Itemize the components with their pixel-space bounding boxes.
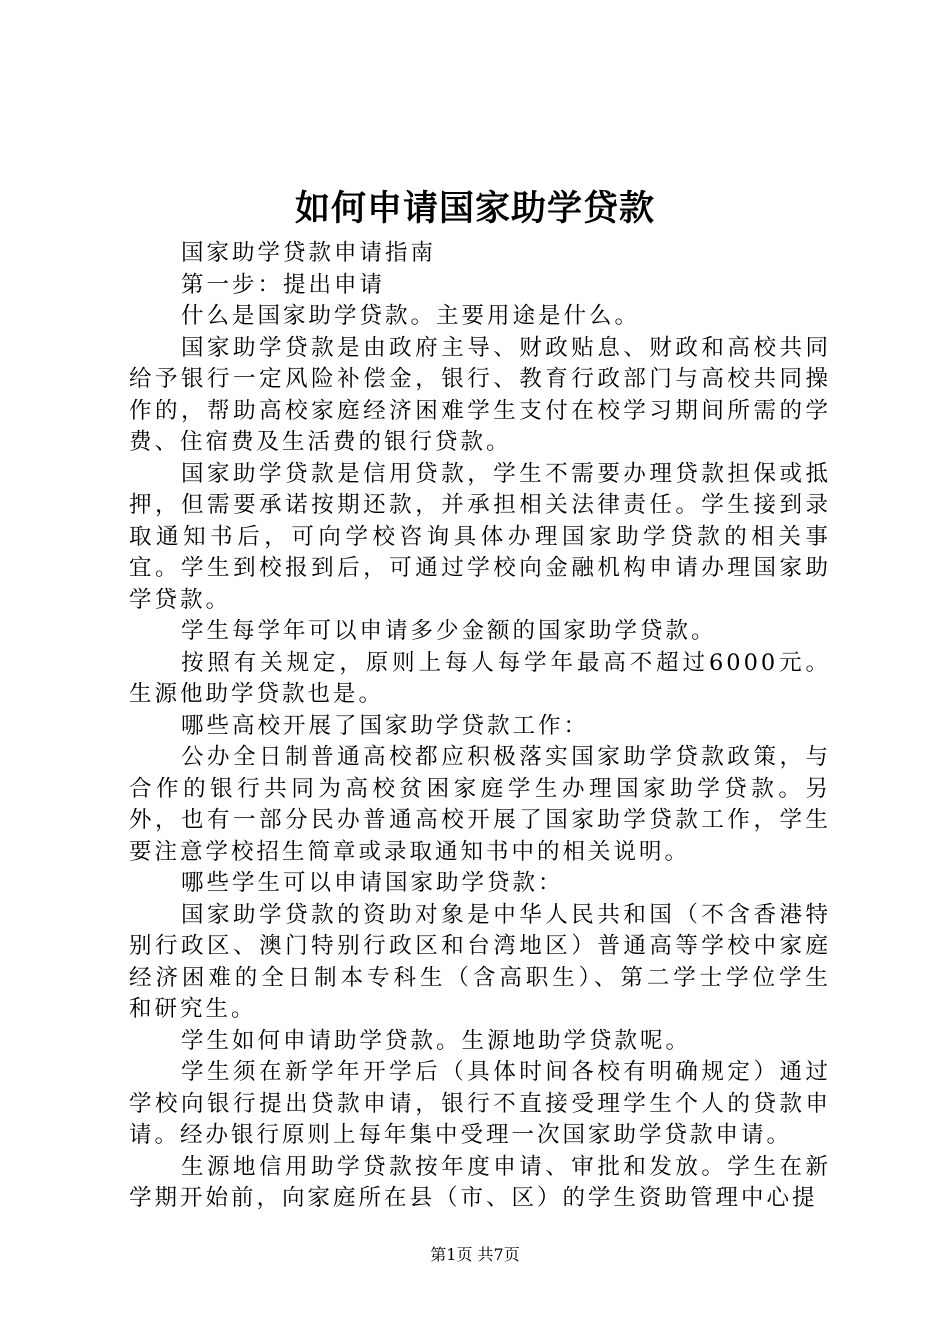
paragraph: 哪些学生可以申请国家助学贷款： xyxy=(181,870,564,896)
page-footer: 第1页 共7页 xyxy=(430,1245,520,1264)
paragraph: 国家助学贷款申请指南 xyxy=(181,240,437,266)
paragraph: 哪些高校开展了国家助学贷款工作： xyxy=(181,712,590,739)
paragraph: 学生如何申请助学贷款。生源地助学贷款呢。 xyxy=(181,1027,692,1054)
paragraph: 国家助学贷款的资助对象是中华人民共和国（不含香港特别行政区、澳门特别行政区和台湾地区）普通高等学校中家庭经济困难的全日制本专科生（含高职生）、第二学士学位学生和研究生。 xyxy=(129,901,831,1022)
paragraph: 按照有关规定，原则上每人每学年最高不超过6000元。生源他助学贷款也是。 xyxy=(129,649,831,707)
paragraph: 公办全日制普通高校都应积极落实国家助学贷款政策，与合作的银行共同为高校贫困家庭学生办理国家助学贷款。另外，也有一部分民办普通高校开展了国家助学贷款工作，学生要注意学校招生简章或录取通知书中的相关说明。 xyxy=(129,744,831,865)
paragraph: 学生须在新学年开学后（具体时间各校有明确规定）通过学校向银行提出贷款申请，银行不直接受理学生个人的贷款申请。经办银行原则上每年集中受理一次国家助学贷款申请。 xyxy=(129,1059,831,1148)
paragraph: 国家助学贷款是由政府主导、财政贴息、财政和高校共同给予银行一定风险补偿金，银行、教育行政部门与高校共同操作的，帮助高校家庭经济困难学生支付在校学习期间所需的学费、住宿费及生活费的银行贷款。 xyxy=(129,334,831,455)
document-title: 如何申请国家助学贷款 xyxy=(294,188,655,229)
document-body xyxy=(129,238,831,1215)
paragraph: 学生每学年可以申请多少金额的国家助学贷款。 xyxy=(181,618,717,644)
paragraph: 什么是国家助学贷款。主要用途是什么。 xyxy=(181,303,641,329)
paragraph: 第一步：提出申请 xyxy=(181,271,386,298)
paragraph: 国家助学贷款是信用贷款，学生不需要办理贷款担保或抵押，但需要承诺按期还款，并承担相关法律责任。学生接到录取通知书后，可向学校咨询具体办理国家助学贷款的相关事宜。学生到校报到后，可通过学校向金融机构申请办理国家助学贷款。 xyxy=(129,460,831,613)
paragraph: 生源地信用助学贷款按年度申请、审批和发放。学生在新学期开始前，向家庭所在县（市、区）的学生资助管理中心提 xyxy=(129,1153,831,1211)
